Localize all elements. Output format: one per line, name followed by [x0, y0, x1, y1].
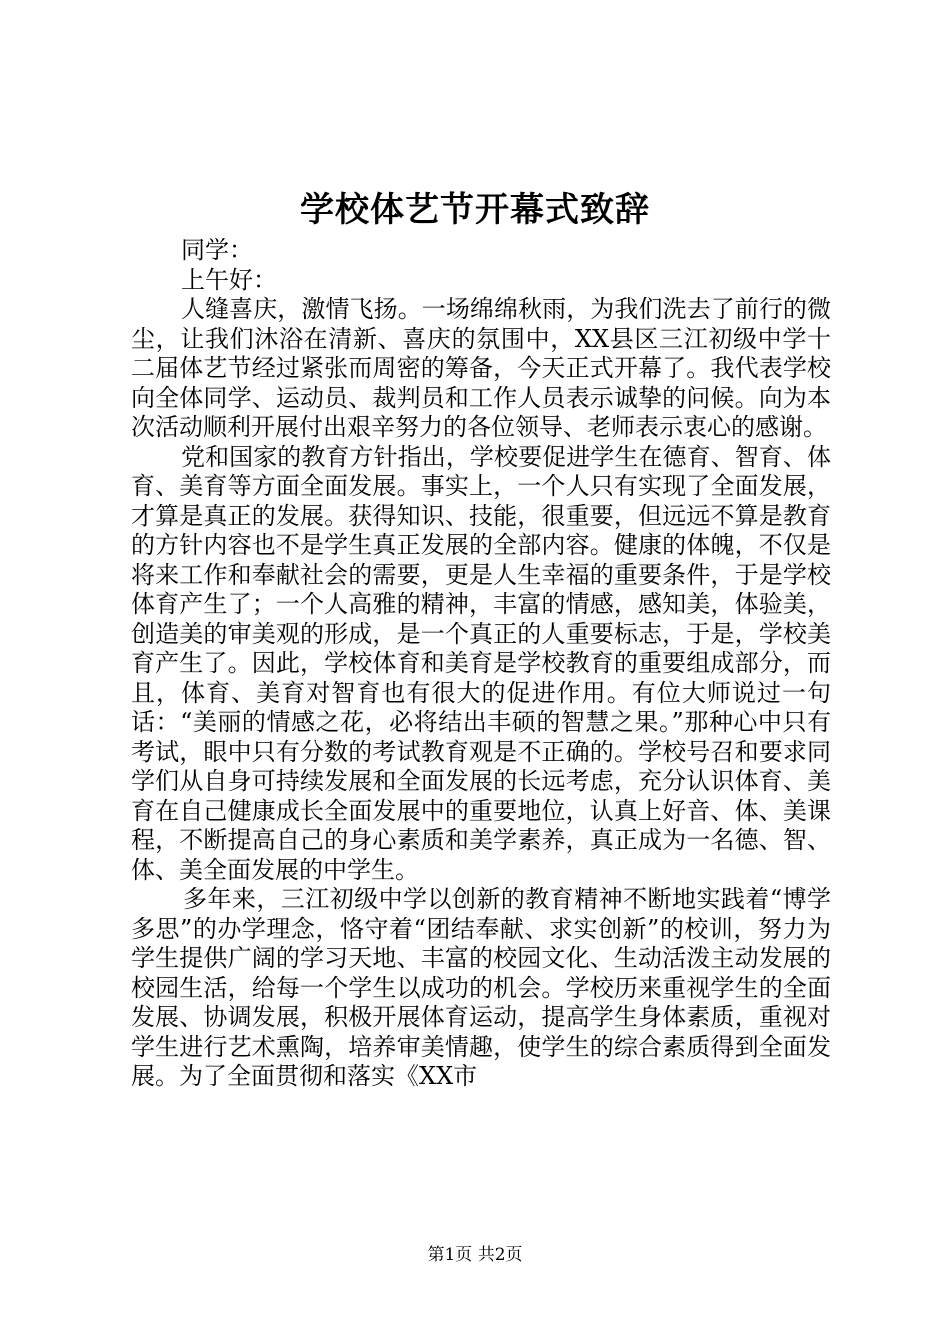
document-body — [131, 236, 831, 1092]
page-number: 第1页 共2页 — [427, 1245, 523, 1265]
greeting-classmates: 同学： — [181, 236, 253, 264]
paragraph-school-tradition: 多年来，三江初级中学以创新的教育精神不断地实践着“博学多思”的办学理念，恪守着“团结奉献、求实创新”的校训，努力为学生提供广阔的学习天地、丰富的校园文化、生动活泼主动发展的校园生活，给每一个学生以成功的机会。学校历来重视学生的全面发展、协调发展，积极开展体育运动，提高学生身体素质，重视对学生进行艺术熏陶，培养审美情趣，使学生的综合素质得到全面发展。为了全面贯彻和落实《XX市 — [131, 885, 831, 1090]
paragraph-opening: 人缝喜庆，激情飞扬。一场绵绵秋雨，为我们洗去了前行的微尘，让我们沐浴在清新、喜庆的氛围中，XX县区三江初级中学十二届体艺节经过紧张而周密的筹备，今天正式开幕了。我代表学校向全体同学、运动员、裁判员和工作人员表示诚挚的问候。向为本次活动顺利开展付出艰辛努力的各位领导、老师表示衷心的感谢。 — [131, 295, 831, 441]
greeting-good-morning: 上午好： — [181, 265, 277, 294]
paragraph-education-policy: 党和国家的教育方针指出，学校要促进学生在德育、智育、体育、美育等方面全面发展。事实上，一个人只有实现了全面发展，才算是真正的发展。获得知识、技能，很重要，但远远不算是教育的方针内容也不是学生真正发展的全部内容。健康的体魄，不仅是将来工作和奉献社会的需要，更是人生幸福的重要条件，于是学校体育产生了；一个人高雅的精神，丰富的情感，感知美，体验美，创造美的审美观的形成，是一个真正的人重要标志，于是，学校美育产生了。因此，学校体育和美育是学校教育的重要组成部分，而且，体育、美育对智育也有很大的促进作用。有位大师说过一句话：“美丽的情感之花，必将结出丰硕的智慧之果。”那种心中只有考试，眼中只有分数的考试教育观是不正确的。学校号召和要求同学们从自身可持续发展和全面发展的长远考虑，充分认识体育、美育在自己健康成长全面发展中的重要地位，认真上好音、体、美课程，不断提高自己的身心素质和美学素养，真正成为一名德、智、体、美全面发展的中学生。 — [131, 442, 831, 884]
document-title: 学校体艺节开幕式致辞 — [300, 190, 650, 230]
